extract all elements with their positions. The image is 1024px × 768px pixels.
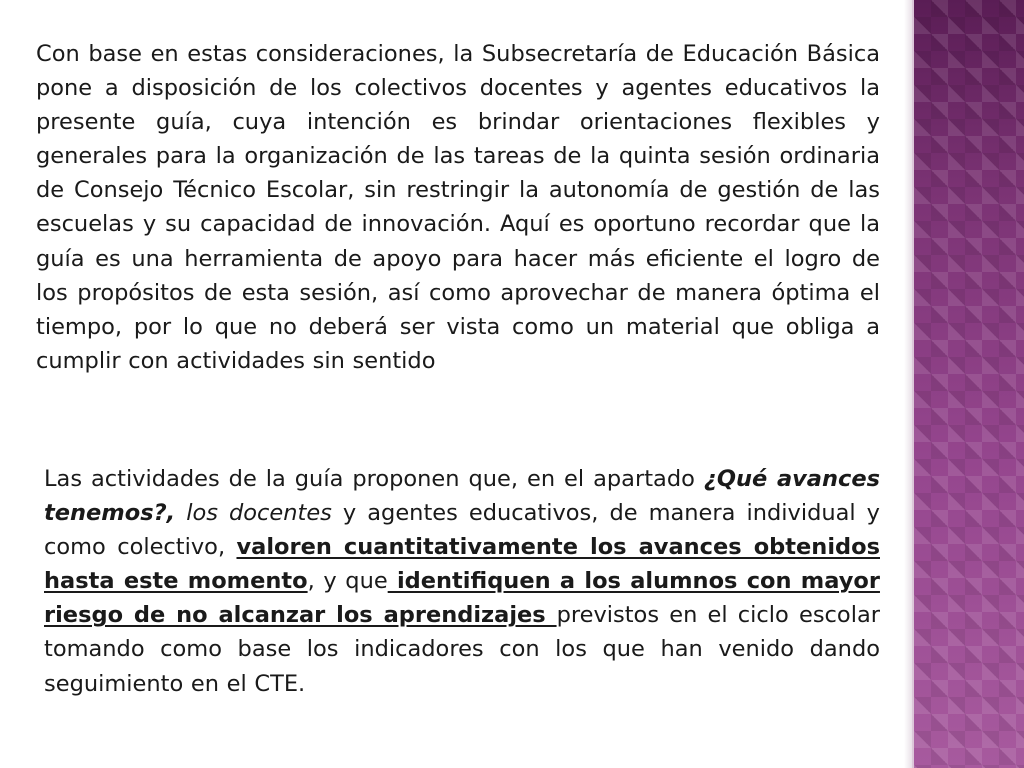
paragraph-consideraciones-text: Con base en estas consideraciones, la Subsecretaría de Educación Básica pone a disposición de los colectivos docentes y agentes educativos la presente guía, cuya intención es brindar orientaciones flexibles y generales para la organización de las tareas de la quinta sesión ordinaria de Consejo Técnico Escolar, sin restringir la autonomía de gestión de las escuelas y su capacidad de innovación. Aquí es oportuno recordar que la guía es una herramienta de apoyo para hacer más eficiente el logro de los propósitos de esta sesión, así como aprovechar de manera óptima el tiempo, por lo que no deberá ser vista como un material que obliga a cumplir con actividades sin sentido (36, 41, 880, 374)
sidebar-edge (904, 0, 912, 768)
paragraph-actividades-middle: y agentes educativos, de manera individual y como colectivo, (44, 500, 880, 561)
paragraph-actividades-ending: previstos en el ciclo escolar tomando como base los indicadores con los que han venido dando seguimiento en el CTE. (44, 602, 880, 697)
decorative-sidebar (912, 0, 1024, 768)
paragraph-consideraciones (36, 37, 880, 378)
paragraph-actividades (44, 462, 880, 701)
paragraph-actividades-intro: Las actividades de la guía proponen que, en el apartado (44, 466, 704, 492)
emphasis-valoren: valoren cuantitativamente los avances obtenidos hasta este momento (44, 534, 880, 595)
space (175, 500, 186, 526)
paragraph-actividades-connector: , y que (307, 568, 388, 595)
section-title-que-avances: ¿Qué avances tenemos?, (44, 466, 880, 527)
emphasis-identifiquen: identifiquen a los alumnos con mayor riesgo de no alcanzar los aprendizajes (44, 568, 880, 629)
subject-docentes: los docentes (186, 500, 332, 527)
